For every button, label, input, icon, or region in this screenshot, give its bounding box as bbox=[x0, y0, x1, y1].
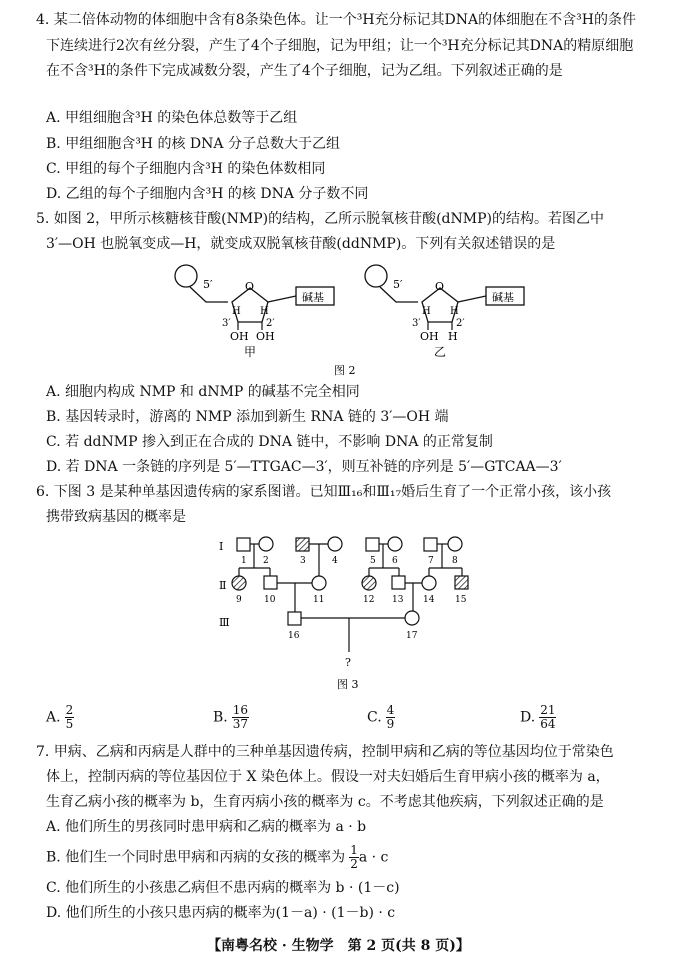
q6-stem-line2: 携带致病基因的概率是 bbox=[46, 509, 186, 525]
id-10: 10 bbox=[264, 595, 276, 605]
individual-14 bbox=[422, 576, 436, 590]
denominator: 5 bbox=[65, 717, 74, 731]
fraction bbox=[65, 704, 75, 731]
q5-option-c: C. 若 ddNMP 掺入到正在合成的 DNA 链中，不影响 DNA 的正常复制 bbox=[46, 434, 493, 450]
individual-8 bbox=[448, 537, 462, 551]
label-5prime: 5′ bbox=[203, 278, 213, 291]
fraction bbox=[349, 844, 359, 871]
individual-10 bbox=[264, 576, 277, 589]
id-13: 13 bbox=[392, 595, 404, 605]
q6-option-d bbox=[520, 704, 556, 731]
q5-option-a: A. 细胞内构成 NMP 和 dNMP 的碱基不完全相同 bbox=[46, 384, 360, 400]
individual-5 bbox=[366, 538, 379, 551]
id-3: 3 bbox=[300, 556, 306, 566]
h-label: H bbox=[450, 306, 459, 317]
h-label: H bbox=[260, 306, 269, 317]
q5-stem-line2: 3′—OH 也脱氧变成—H，就变成双脱氧核苷酸(ddNMP)。下列有关叙述错误的是 bbox=[46, 236, 556, 252]
fraction bbox=[386, 704, 396, 731]
individual-3-affected bbox=[296, 538, 309, 551]
label-5prime: 5′ bbox=[393, 278, 403, 291]
option-b-tail: a · c bbox=[358, 849, 389, 866]
fraction bbox=[539, 704, 556, 731]
oh-label: OH bbox=[420, 330, 439, 343]
q6-option-a bbox=[46, 704, 74, 731]
individual-2 bbox=[259, 537, 273, 551]
q4-option-c: C. 甲组的每个子细胞内含³H 的染色体数相同 bbox=[46, 161, 326, 177]
numerator: 21 bbox=[540, 703, 556, 717]
id-2: 2 bbox=[263, 556, 269, 566]
numerator: 1 bbox=[350, 843, 358, 857]
id-14: 14 bbox=[423, 595, 435, 605]
id-4: 4 bbox=[332, 556, 338, 566]
id-9: 9 bbox=[236, 595, 242, 605]
ring-oxygen: O bbox=[245, 280, 255, 293]
ring-oxygen: O bbox=[435, 280, 445, 293]
label-3prime: 3′ bbox=[222, 318, 231, 329]
label-2prime: 2′ bbox=[456, 318, 465, 329]
option-letter: D. bbox=[520, 709, 536, 726]
label-yi: 乙 bbox=[434, 345, 447, 359]
q7-option-a: A. 他们所生的男孩同时患甲病和乙病的概率为 a · b bbox=[46, 819, 367, 835]
numerator: 16 bbox=[232, 703, 249, 717]
figure-2-caption: 图 2 bbox=[334, 364, 356, 377]
q4-stem-line1: 4. 某二倍体动物的体细胞中含有8条染色体。让一个³H充分标记其DNA的体细胞在不含³H的条件 bbox=[36, 12, 636, 28]
h-label: H bbox=[448, 330, 458, 343]
h-label: H bbox=[232, 306, 241, 317]
q4-stem-line2: 下连续进行2次有丝分裂，产生了4个子细胞，记为甲组；让一个³H充分标记其DNA的精原细胞 bbox=[46, 38, 634, 54]
h-label: H bbox=[422, 306, 431, 317]
individual-6 bbox=[388, 537, 402, 551]
id-15: 15 bbox=[455, 595, 467, 605]
figure-3-caption: 图 3 bbox=[337, 678, 359, 691]
option-b-text: B. 他们生一个同时患甲病和丙病的女孩的概率为 bbox=[46, 849, 346, 866]
option-letter: B. bbox=[213, 709, 228, 726]
individual-13 bbox=[392, 576, 405, 589]
option-letter: C. bbox=[367, 709, 382, 726]
unknown-child-mark: ? bbox=[345, 656, 351, 669]
structure-yi bbox=[365, 265, 524, 359]
denominator: 9 bbox=[386, 717, 395, 731]
q4-option-a: A. 甲组细胞含³H 的染色体总数等于乙组 bbox=[46, 110, 298, 126]
q7-option-c: C. 他们所生的小孩患乙病但不患丙病的概率为 b · (1－c) bbox=[46, 880, 400, 896]
id-12: 12 bbox=[363, 595, 375, 605]
id-7: 7 bbox=[428, 556, 434, 566]
label-3prime: 3′ bbox=[412, 318, 421, 329]
phosphate-circle bbox=[365, 265, 387, 287]
individual-4 bbox=[328, 537, 342, 551]
individual-9-affected bbox=[232, 576, 246, 590]
q4-option-d: D. 乙组的每个子细胞内含³H 的核 DNA 分子数不同 bbox=[46, 186, 369, 202]
id-5: 5 bbox=[370, 556, 376, 566]
q4-option-b: B. 甲组细胞含³H 的核 DNA 分子总数大于乙组 bbox=[46, 136, 340, 152]
oh-label: OH bbox=[230, 330, 249, 343]
numerator: 2 bbox=[65, 703, 74, 717]
page-footer: 【南粤名校 · 生物学 第 2 页(共 8 页)】 bbox=[207, 938, 470, 954]
individual-7 bbox=[424, 538, 437, 551]
q5-option-d: D. 若 DNA 一条链的序列是 5′—TTGAC—3′，则互补链的序列是 5′—GTCAA—3′ bbox=[46, 459, 562, 475]
individual-17 bbox=[405, 611, 419, 625]
generation-3-label: Ⅲ bbox=[219, 616, 230, 629]
id-11: 11 bbox=[313, 595, 325, 605]
individual-16 bbox=[288, 612, 301, 625]
id-8: 8 bbox=[452, 556, 458, 566]
individual-1 bbox=[237, 538, 250, 551]
individual-12-affected bbox=[362, 576, 376, 590]
q7-option-b bbox=[46, 844, 388, 871]
id-6: 6 bbox=[392, 556, 398, 566]
individual-15-affected bbox=[455, 576, 468, 589]
figure-2-nucleotides bbox=[168, 260, 528, 380]
denominator: 64 bbox=[540, 717, 556, 731]
base-label: 碱基 bbox=[492, 291, 514, 304]
id-16: 16 bbox=[288, 631, 300, 641]
label-jia: 甲 bbox=[244, 345, 257, 359]
phosphate-circle bbox=[175, 265, 197, 287]
structure-jia bbox=[175, 265, 334, 359]
q7-stem-line3: 生育乙病小孩的概率为 b，生育丙病小孩的概率为 c。不考虑其他疾病，下列叙述正确的是 bbox=[46, 794, 604, 810]
fraction bbox=[232, 704, 249, 731]
base-label: 碱基 bbox=[302, 291, 324, 304]
denominator: 2 bbox=[350, 857, 358, 871]
q6-option-b bbox=[213, 704, 249, 731]
q4-stem-line3: 在不含³H的条件下完成减数分裂，产生了4个子细胞，记为乙组。下列叙述正确的是 bbox=[46, 63, 563, 79]
label-2prime: 2′ bbox=[266, 318, 275, 329]
denominator: 37 bbox=[232, 717, 249, 731]
individual-11 bbox=[312, 576, 326, 590]
oh-label: OH bbox=[256, 330, 275, 343]
q5-option-b: B. 基因转录时，游离的 NMP 添加到新生 RNA 链的 3′—OH 端 bbox=[46, 409, 449, 425]
generation-2-label: Ⅱ bbox=[219, 579, 227, 592]
q5-stem-line1: 5. 如图 2，甲所示核糖核苷酸(NMP)的结构，乙所示脱氧核苷酸(dNMP)的结构。若图乙中 bbox=[36, 211, 604, 227]
id-1: 1 bbox=[241, 556, 247, 566]
numerator: 4 bbox=[386, 703, 395, 717]
q7-stem-line2: 体上，控制丙病的等位基因位于 X 染色体上。假设一对夫妇婚后生育甲病小孩的概率为 a， bbox=[46, 769, 610, 785]
option-letter: A. bbox=[46, 709, 61, 726]
q7-stem-line1: 7. 甲病、乙病和丙病是人群中的三种单基因遗传病，控制甲病和乙病的等位基因均位于常染色 bbox=[36, 744, 614, 760]
q7-option-d: D. 他们所生的小孩只患丙病的概率为(1－a) · (1－b) · c bbox=[46, 905, 396, 921]
generation-1-label: Ⅰ bbox=[219, 540, 224, 553]
q6-option-c bbox=[367, 704, 395, 731]
id-17: 17 bbox=[406, 631, 418, 641]
q6-stem-line1: 6. 下图 3 是某种单基因遗传病的家系图谱。已知Ⅲ₁₆和Ⅲ₁₇婚后生育了一个正常小孩，该小孩 bbox=[36, 484, 612, 500]
figure-3-pedigree bbox=[215, 532, 485, 692]
